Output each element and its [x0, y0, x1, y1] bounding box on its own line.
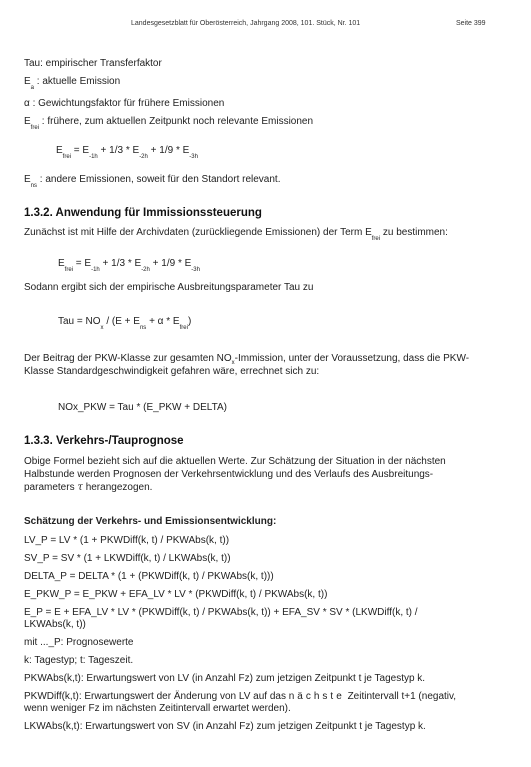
formula-sv-p: SV_P = SV * (1 + LKWDiff(k, t) / LKWAbs(k, t)): [24, 553, 231, 564]
def-efrei: $E_{frei}$ : frühere, zum aktuellen Zeitpunkt noch relevante Emissionen: [24, 116, 314, 131]
formula-efrei-2: $E_{frei} = E_{-1h} + 1/3 * E_{-2h} + 1/9 * E_{-3h}$: [58, 258, 200, 273]
beitrag-line-2: Klasse Standardgeschwindigkeit gefahren wäre, errechnet sich zu:: [24, 366, 320, 377]
formula-nox-pkw: NOx_PKW = Tau * (E_PKW + DELTA): [58, 402, 227, 413]
formula-tau: Tau = $NO_x / (E + E_{ns} + \alpha * E_{frei})$: [58, 316, 192, 331]
formula-e-p-line-2: LKWAbs(k, t)): [24, 619, 86, 630]
formula-efrei-1: $E_{frei} = E_{-1h} + 1/3 * E_{-2h} + 1/9 * E_{-3h}$: [56, 145, 198, 160]
tau-symbol: τ: [77, 482, 83, 493]
section133-para-line-1: Obige Formel bezieht sich auf die aktuellen Werte. Zur Schätzung der Situation in der nächsten: [24, 456, 446, 467]
pkwdiff-definition-line-1: PKWDiff(k,t): Erwartungswert der Änderung von LV auf das nächste Zeitintervall t+1 (negativ,: [24, 691, 457, 702]
def-ea: $E_a$ : aktuelle Emission: [24, 76, 121, 91]
section-heading-133: 1.3.3. Verkehrs-/Tauprognose: [24, 435, 184, 447]
section133-para-line-3: parameters τ herangezogen.: [24, 482, 153, 493]
formula-e-p-line-1: E_P = E + EFA_LV * LV * (PKWDiff(k, t) / PKWAbs(k, t)) + EFA_SV * SV * (LKWDiff(k, t) /: [24, 607, 418, 618]
pkwdiff-definition-line-2: wenn weniger Fz im nächsten Zeitintervall erwartet werden).: [24, 703, 291, 714]
section132-intro: Zunächst ist mit Hilfe der Archivdaten (zurückliegende Emissionen) der Term $E_{frei}$ zu bestimmen:: [24, 227, 448, 242]
pkwabs-definition: PKWAbs(k,t): Erwartungswert von LV (in Anzahl Fz) zum jetzigen Zeitpunkt t je Tagestyp k.: [24, 673, 426, 684]
page-number: Seite 399: [456, 20, 486, 27]
def-tau: Tau: empirischer Transferfaktor: [24, 58, 162, 69]
def-ens: $E_{ns}$ : andere Emissionen, soweit für den Standort relevant.: [24, 174, 281, 189]
sodann-text: Sodann ergibt sich der empirische Ausbreitungsparameter Tau zu: [24, 282, 314, 293]
page-header-title: Landesgesetzblatt für Oberösterreich, Jahrgang 2008, 101. Stück, Nr. 101: [131, 20, 361, 27]
lkwabs-definition: LKWAbs(k,t): Erwartungswert von SV (in Anzahl Fz) zum jetzigen Zeitpunkt t je Tagestyp k.: [24, 721, 426, 732]
prognosewerte-note: mit ..._P: Prognosewerte: [24, 637, 134, 648]
schaetzung-heading: Schätzung der Verkehrs- und Emissionsentwicklung:: [24, 516, 277, 527]
tagestyp-note: k: Tagestyp; t: Tageszeit.: [24, 655, 134, 666]
formula-lv-p: LV_P = LV * (1 + PKWDiff(k, t) / PKWAbs(k, t)): [24, 535, 230, 546]
beitrag-line-1: Der Beitrag der PKW-Klasse zur gesamten $NO_x$-Immission, unter der Voraussetzung, dass die PKW-: [24, 353, 470, 366]
section-heading-132: 1.3.2. Anwendung für Immissionssteuerung: [24, 207, 262, 219]
formula-delta-p: DELTA_P = DELTA * (1 + (PKWDiff(k, t) / PKWAbs(k, t))): [24, 571, 274, 582]
section133-para-line-2: Halbstunde werden Prognosen der Verkehrsentwicklung und des Verlaufs des Ausbreitungs-: [24, 469, 434, 480]
def-alpha: α : Gewichtungsfaktor für frühere Emissionen: [24, 98, 225, 109]
formula-e-pkw-p: E_PKW_P = E_PKW + EFA_LV * LV * (PKWDiff(k, t) / PKWAbs(k, t)): [24, 589, 328, 600]
